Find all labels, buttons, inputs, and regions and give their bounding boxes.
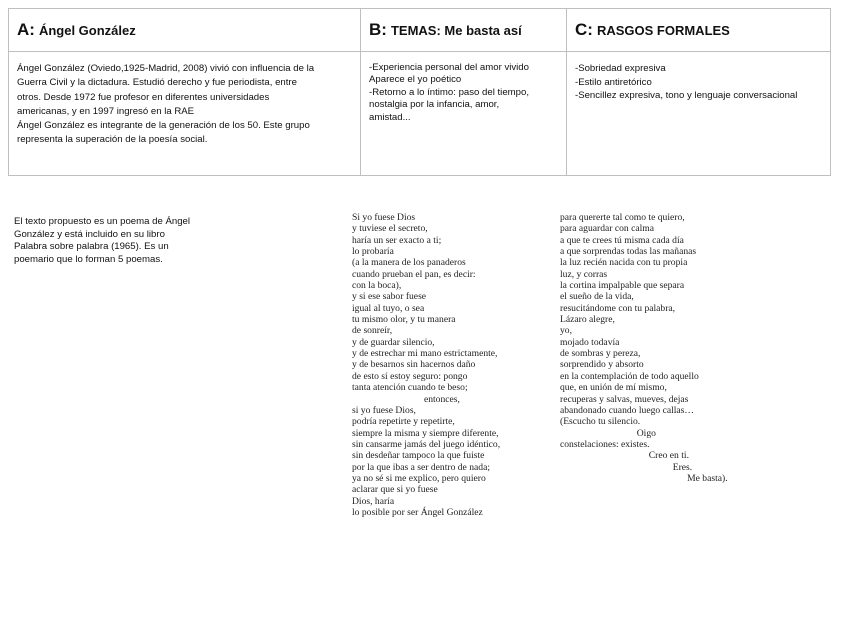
- text-line: -Experiencia personal del amor vivido: [369, 62, 529, 73]
- poem-line: tanta atención cuando te beso;: [352, 382, 468, 394]
- poem-line: Eres.: [560, 461, 693, 473]
- poem-line: sorprendido y absorto: [560, 359, 644, 371]
- poem-line: Dios, haría: [352, 495, 395, 507]
- poem-line: Oigo: [560, 427, 656, 439]
- formal-traits-cell: [567, 52, 830, 175]
- text-line: -Retorno a lo íntimo: paso del tiempo,: [369, 86, 529, 98]
- author-bio-cell: [9, 52, 361, 175]
- text-line: amistad...: [369, 111, 411, 123]
- poem-line: mojado todavía: [560, 336, 620, 348]
- poem-line: lo posible por ser Ángel González: [352, 506, 483, 518]
- poem-line: la luz recién nacida con tu propia: [560, 257, 688, 269]
- poem-line: el sueño de la vida,: [560, 291, 634, 303]
- poem-line: por la que ibas a ser dentro de nada;: [352, 461, 490, 473]
- poem-line: sin desdeñar tampoco la que fuiste: [352, 450, 485, 462]
- text-line: Ángel González es integrante de la generación de los 50. Este grupo: [17, 120, 310, 132]
- poem-line: constelaciones: existes.: [560, 438, 650, 450]
- poem-line: que, en unión de mí mismo,: [560, 382, 667, 394]
- poem-line: y de besarnos sin hacernos daño: [352, 359, 476, 371]
- poem-line: de sombras y pereza,: [560, 348, 641, 360]
- text-line: americanas, y en 1997 ingresó en la RAE: [17, 105, 195, 117]
- text-line: Palabra sobre palabra (1965). Es un: [14, 241, 169, 253]
- column-letter-b: B:: [369, 20, 387, 39]
- poem-line: Creo en ti.: [560, 450, 689, 462]
- poem-line: aclarar que si yo fuese: [352, 484, 438, 496]
- poem-line: igual al tuyo, o sea: [352, 302, 425, 314]
- poem-line: con la boca),: [352, 280, 402, 292]
- header-author: [9, 9, 361, 52]
- header-formal: [567, 9, 830, 52]
- poem-line: si yo fuese Dios,: [352, 404, 416, 416]
- summary-table: [8, 8, 831, 176]
- text-line: Aparece el yo poético: [369, 74, 462, 86]
- poem-line: resucitándome con tu palabra,: [560, 302, 676, 314]
- text-line: otros. Desde 1972 fue profesor en diferentes universidades: [17, 91, 270, 103]
- poem-line: y de guardar silencio,: [352, 336, 435, 348]
- poem-column-1: [352, 212, 537, 518]
- poem-line: para quererte tal como te quiero,: [560, 212, 685, 223]
- poem-line: a que te crees tú misma cada día: [560, 234, 684, 246]
- column-letter-c: C:: [575, 20, 593, 39]
- poem-column-2: [560, 212, 820, 484]
- poem-line: lo probaría: [352, 246, 394, 258]
- text-line: -Sobriedad expresiva: [575, 63, 666, 74]
- poem-line: Me basta).: [560, 472, 728, 484]
- poem-line: de esto sí estoy seguro: pongo: [352, 370, 468, 382]
- text-line: Guerra Civil y la dictadura. Estudió derecho y fue periodista, entre: [17, 77, 297, 89]
- poem-line: siempre la misma y siempre diferente,: [352, 427, 499, 439]
- column-title-formal: RASGOS FORMALES: [596, 22, 730, 38]
- poem-line: abandonado cuando luego callas…: [560, 404, 694, 416]
- themes-cell: [361, 52, 567, 175]
- column-title-themes: TEMAS: Me basta así: [390, 22, 522, 38]
- poem-line: luz, y corras: [560, 268, 608, 280]
- text-line: -Estilo antiretórico: [575, 76, 652, 88]
- poem-line: la cortina impalpable que separa: [560, 280, 685, 292]
- poem-line: cuando prueban el pan, es decir:: [352, 268, 476, 280]
- poem-line: a que sorprendas todas las mañanas: [560, 246, 697, 258]
- column-title-author: Ángel González: [38, 22, 136, 38]
- poem-line: de sonreír,: [352, 325, 393, 337]
- poem-line: para aguardar con calma: [560, 223, 655, 235]
- text-line: representa la superación de la poesía social.: [17, 134, 208, 146]
- poem-line: recuperas y salvas, mueves, dejas: [560, 393, 689, 405]
- poem-line: Lázaro alegre,: [560, 314, 615, 326]
- poem-line: yo,: [560, 325, 572, 337]
- text-line: -Sencillez expresiva, tono y lenguaje conversacional: [575, 90, 798, 102]
- poem-line: Si yo fuese Dios: [352, 212, 416, 223]
- text-line: poemario que lo forman 5 poemas.: [14, 253, 163, 265]
- poem-line: sin cansarme jamás del juego idéntico,: [352, 438, 501, 450]
- poem-line: y de estrechar mi mano estrictamente,: [352, 348, 498, 360]
- header-themes: [361, 9, 567, 52]
- poem-line: (Escucho tu silencio.: [560, 416, 641, 428]
- text-line: nostalgia por la infancia, amor,: [369, 99, 500, 111]
- poem-line: ya no sé si me explico, pero quiero: [352, 472, 486, 484]
- intro-paragraph: [14, 216, 234, 266]
- poem-line: podría repetirte y repetirte,: [352, 416, 455, 428]
- poem-line: entonces,: [352, 393, 460, 405]
- text-line: González y está incluido en su libro: [14, 228, 165, 240]
- poem-line: en la contemplación de todo aquello: [560, 370, 699, 382]
- poem-line: tu mismo olor, y tu manera: [352, 314, 456, 326]
- poem-line: (a la manera de los panaderos: [352, 257, 466, 269]
- text-line: Ángel González (Oviedo,1925-Madrid, 2008) vivió con influencia de la: [17, 63, 315, 74]
- poem-line: y si ese sabor fuese: [352, 291, 427, 303]
- poem-line: y tuviese el secreto,: [352, 223, 428, 235]
- poem-line: haría un ser exacto a ti;: [352, 234, 442, 246]
- text-line: El texto propuesto es un poema de Ángel: [14, 216, 191, 227]
- column-letter-a: A:: [17, 20, 35, 39]
